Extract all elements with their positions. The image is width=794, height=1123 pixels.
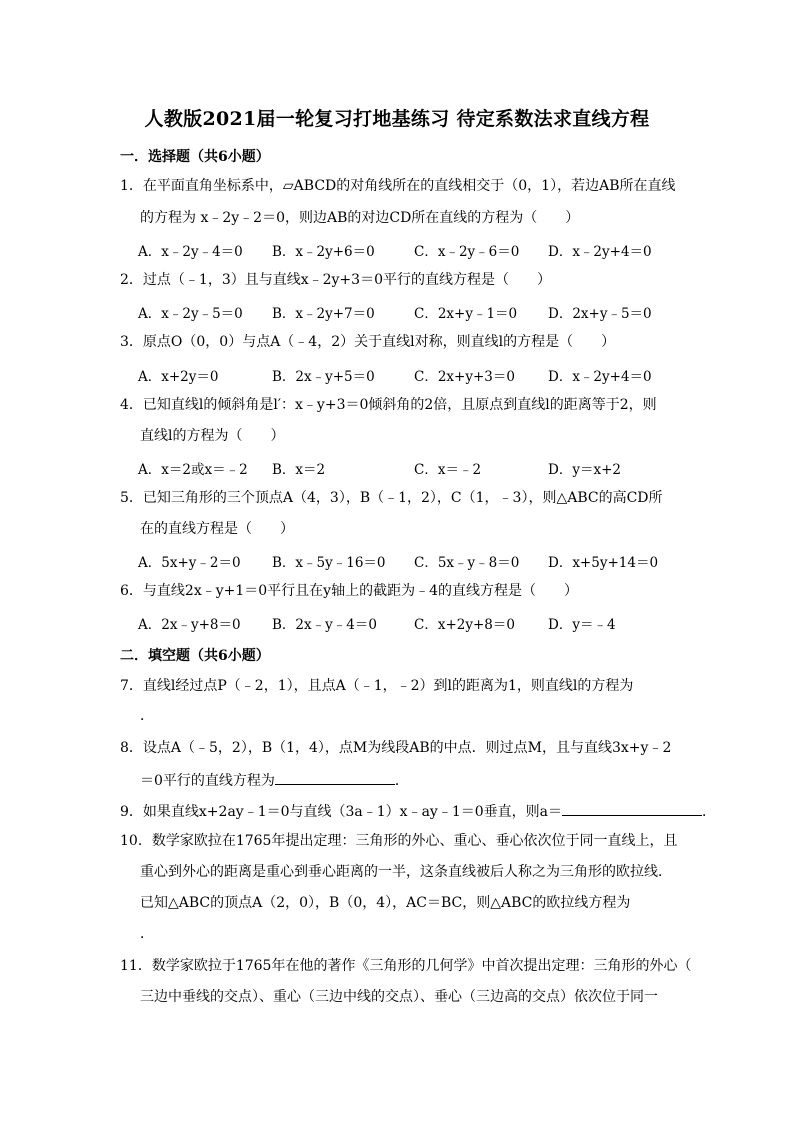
option-d: D．x﹣2y+4＝0 (548, 369, 652, 385)
question-1-line-2: 的方程为 x﹣2y﹣2＝0，则边AB的对边CD所在直线的方程为（ ） (140, 210, 580, 226)
option-a: A．5x+y﹣2＝0 (138, 555, 241, 571)
question-5-options (138, 551, 678, 569)
question-9-line-1 (120, 801, 716, 821)
question-8-line-2-text: ＝0平行的直线方程为 (140, 773, 275, 789)
question-4-options (138, 458, 678, 476)
option-d: D．2x+y﹣5＝0 (548, 306, 652, 322)
question-5-line-1: 5．已知三角形的三个顶点A（4，3），B（﹣1，2），C（1，﹣3），则△ABC的高CD所 (120, 490, 663, 506)
option-b: B．x﹣2y+6＝0 (272, 244, 375, 260)
question-11-line-2: 三边中垂线的交点）、重心（三边中线的交点）、垂心（三边高的交点）依次位于同一 (140, 989, 658, 1005)
option-c: C．2x+y+3＝0 (414, 369, 515, 385)
question-10-line-3: 已知△ABC的顶点A（2，0），B（0，4），AC＝BC，则△ABC的欧拉线方程为 (140, 895, 631, 911)
question-9-text: 9．如果直线x+2ay﹣1＝0与直线（3a﹣1）x﹣ay﹣1＝0垂直，则a＝ (120, 804, 562, 820)
option-c: C．x+2y+8＝0 (414, 617, 515, 633)
answer-blank[interactable] (562, 801, 702, 816)
question-4-line-1: 4．已知直线l的倾斜角是l′：x﹣y+3＝0倾斜角的2倍，且原点到直线l的距离等于2，则 (120, 397, 657, 413)
question-11-line-1: 11．数学家欧拉于1765年在他的著作《三角形的几何学》中首次提出定理：三角形的外心（ (120, 958, 692, 974)
question-2-options (138, 302, 678, 320)
question-3-line-1: 3．原点O（0，0）与点A（﹣4，2）关于直线l对称，则直线l的方程是（ ） (120, 334, 616, 350)
section-heading-fill-in: 二．填空题（共6小题） (120, 648, 270, 664)
option-a: A．x＝2或x＝﹣2 (138, 462, 248, 478)
option-b: B．x﹣5y﹣16＝0 (272, 555, 386, 571)
question-4-line-2: 直线l的方程为（ ） (140, 428, 285, 444)
question-9-end: ． (701, 804, 716, 820)
option-c: C．x﹣2y﹣6＝0 (414, 244, 520, 260)
question-8-line-2 (140, 770, 409, 790)
option-c: C．x＝﹣2 (414, 462, 482, 478)
question-1-options (138, 240, 678, 258)
option-d: D．x﹣2y+4＝0 (548, 244, 652, 260)
question-10-line-2: 重心到外心的距离是重心到垂心距离的一半，这条直线被后人称之为三角形的欧拉线． (140, 864, 672, 880)
question-8-line-2-end: ． (394, 773, 409, 789)
question-1-line-1: 1．在平面直角坐标系中，▱ABCD的对角线所在的直线相交于（0，1），若边AB所在直线 (120, 178, 676, 194)
option-b: B．2x﹣y﹣4＝0 (272, 617, 377, 633)
option-c: C．5x﹣y﹣8＝0 (414, 555, 520, 571)
question-3-options (138, 365, 678, 383)
option-b: B．x＝2 (272, 462, 326, 478)
option-b: B．2x﹣y+5＝0 (272, 369, 375, 385)
option-d: D．x+5y+14＝0 (548, 555, 659, 571)
question-5-line-2: 在的直线方程是（ ） (140, 521, 294, 537)
page-title: 人教版2021届一轮复习打地基练习 待定系数法求直线方程 (144, 108, 650, 130)
question-10-line-1: 10．数学家欧拉在1765年提出定理：三角形的外心、重心、垂心依次位于同一直线上，且 (120, 833, 678, 849)
section-heading-multiple-choice: 一．选择题（共6小题） (120, 149, 270, 165)
option-d: D．y＝﹣4 (548, 617, 616, 633)
option-d: D．y＝x+2 (548, 462, 621, 478)
question-6-options (138, 613, 678, 631)
question-7-line-1: 7．直线l经过点P（﹣2，1），且点A（﹣1，﹣2）到l的距离为1，则直线l的方程为 (120, 678, 634, 694)
option-b: B．x﹣2y+7＝0 (272, 306, 375, 322)
option-a: A．2x﹣y+8＝0 (138, 617, 241, 633)
question-10-line-4: ． (140, 926, 154, 942)
option-a: A．x﹣2y﹣4＝0 (138, 244, 243, 260)
option-c: C．2x+y﹣1＝0 (414, 306, 518, 322)
option-a: A．x﹣2y﹣5＝0 (138, 306, 243, 322)
question-7-line-2: ． (140, 708, 154, 724)
question-2-line-1: 2．过点（﹣1，3）且与直线x﹣2y+3＝0平行的直线方程是（ ） (120, 272, 551, 288)
answer-blank[interactable] (275, 770, 395, 785)
option-a: A．x+2y＝0 (138, 369, 219, 385)
question-8-line-1: 8．设点A（﹣5，2），B（1，4），点M为线段AB的中点．则过点M，且与直线3x+y﹣2 (120, 740, 672, 756)
question-6-line-1: 6．与直线2x﹣y+1＝0平行且在y轴上的截距为﹣4的直线方程是（ ） (120, 583, 578, 599)
